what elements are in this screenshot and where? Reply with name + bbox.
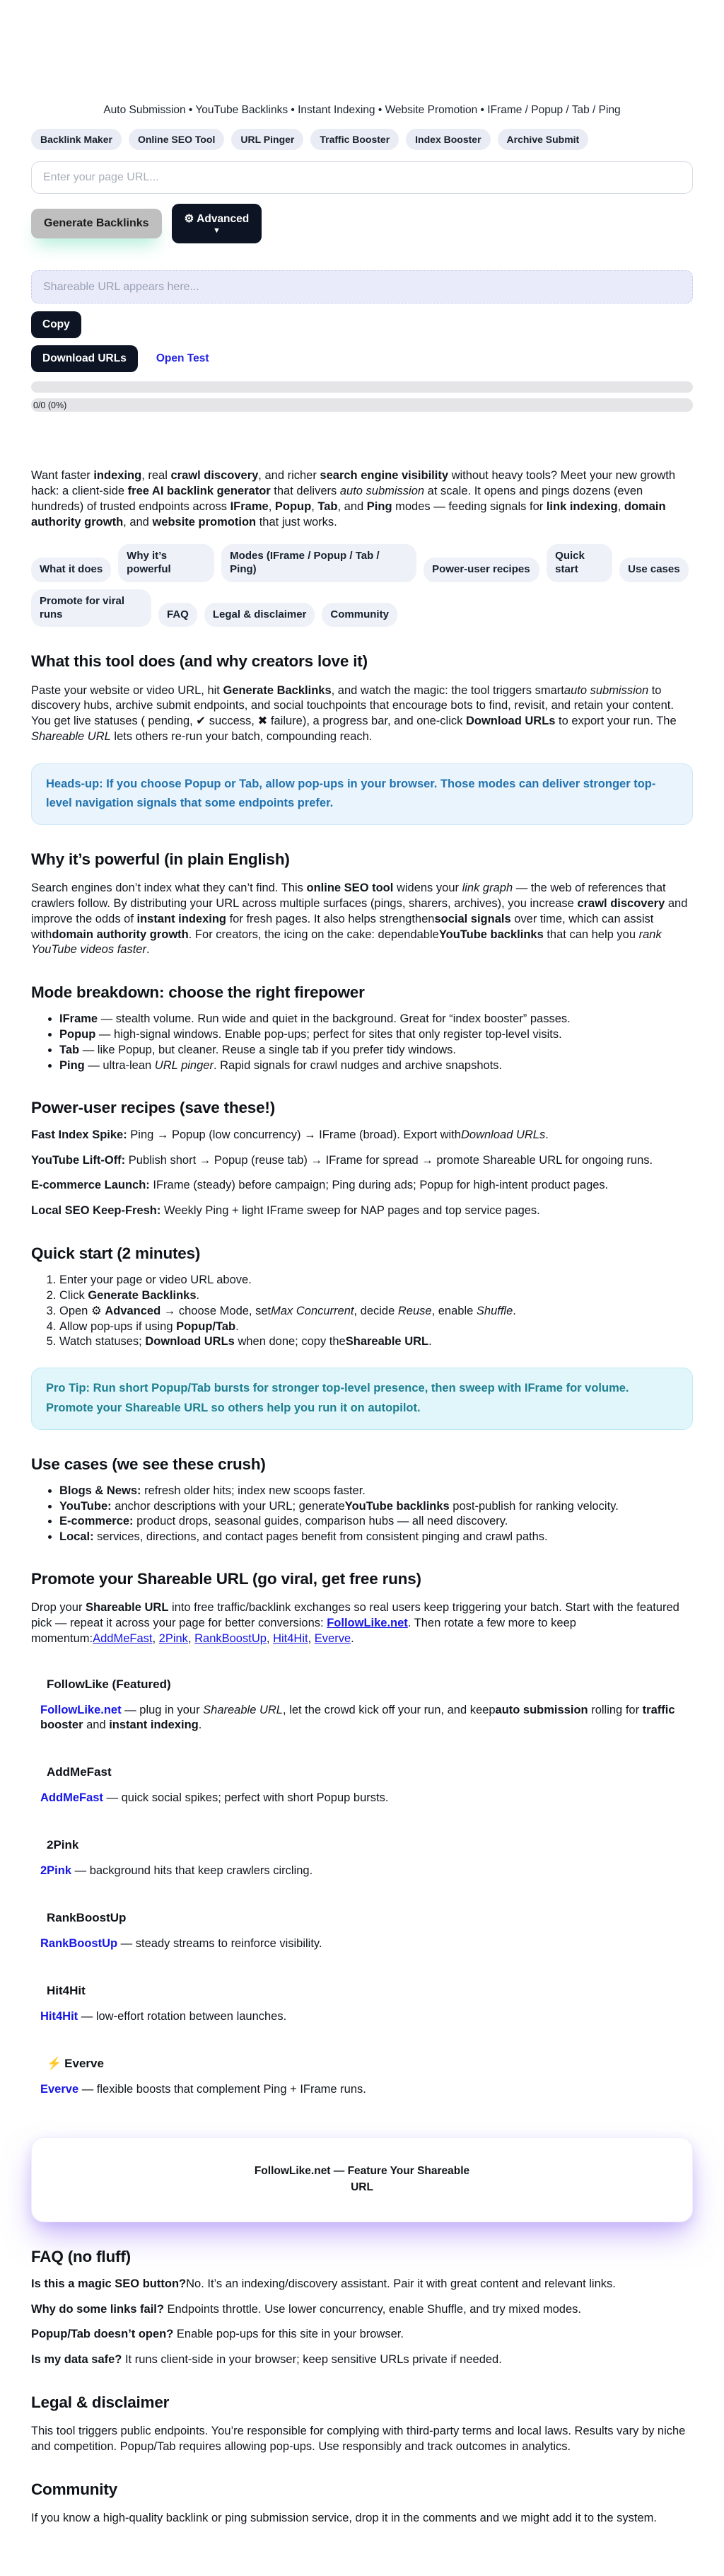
page-url-input[interactable] [31,161,693,194]
card-body-addmefast: AddMeFast — quick social spikes; perfect with short Popup bursts. [40,1791,389,1805]
mode-list [31,1012,693,1073]
faq-data-safe: Is my data safe? It runs client-side in your browser; keep sensitive URLs private if needed. [31,2353,502,2367]
page [16,0,708,2576]
inline-link[interactable]: AddMeFast [93,1631,153,1645]
chevron-down-icon: ▼ [212,226,221,236]
inline-link[interactable]: Hit4Hit [40,2009,78,2023]
use-case-blogs-news: • Blogs & News: refresh older hits; index new scoops faster. [59,1484,693,1498]
inline-link[interactable]: AddMeFast [40,1791,103,1805]
exchange-card-hit4hit [31,1975,693,2026]
exchange-card-2pink [31,1829,693,1881]
inline-link[interactable]: Everve [314,1631,351,1645]
card-title-hit4hit: Hit4Hit [47,1983,86,1997]
legal-paragraph: This tool triggers public endpoints. You’re responsible for complying with third-party terms and local laws. Results vary by niche and competition. Popup/Tab requires allowing pop-ups. Use responsibly and track outcomes in analytics. [31,2425,686,2453]
card-body-everve: Everve — flexible boosts that complement Ping + IFrame runs. [40,2082,366,2096]
inline-link[interactable]: FollowLike.net [40,1703,122,1716]
advanced-options-button[interactable] [172,204,262,243]
promote-paragraph: Drop your Shareable URL into free traffic/backlink exchanges so real users keep triggering your batch. Start with the featured pick — repeat it across your page for better conversions: FollowLike.net. Then rotate a few more to keep momentum:AddMeFast, 2Pink, RankBoostUp, Hit4Hit, Everve. [31,1601,679,1645]
use-case-local: • Local: services, directions, and contact pages benefit from consistent pinging and crawl paths. [59,1530,693,1544]
progress-bar [31,381,693,393]
why-powerful-paragraph: Search engines don’t index what they can’t find. This online SEO tool widens your link graph — the web of references that crawlers follow. By distributing your URL across multiple surfaces (pings, sharers, archives), you increase crawl discovery and improve the odds of instant indexing for fresh pages. It also helps strengthensocial signals over time, which can assist withdomain authority growth. For creators, the icing on the cake: dependableYouTube backlinks that can help you rank YouTube videos faster. [31,882,688,957]
quick-start-list [31,1273,693,1349]
card-body-followlike: FollowLike.net — plug in your Shareable URL, let the crowd kick off your run, and keepauto submission rolling for traffic booster and instant indexing. [40,1703,675,1732]
heads-up-callout: Heads-up: If you choose Popup or Tab, allow pop-ups in your browser. Those modes can deliver stronger top-level navigation signals that some endpoints prefer. [31,763,693,825]
open-test-link[interactable]: Open Test [156,352,209,365]
intro-paragraph: Want faster indexing, real crawl discovery, and richer search engine visibility without heavy tools? Meet your new growth hack: a client-side free AI backlink generator that delivers auto submission at scale. It opens and pings dozens (even hundreds) of trusted endpoints across IFrame, Popup, Tab, and Ping modes — feeding signals for link indexing, domain authority growth, and website promotion that just works. [31,469,676,529]
card-title-addmefast: AddMeFast [47,1765,112,1779]
toc-what-it-does[interactable]: What it does [31,558,111,582]
heading-legal: Legal & disclaimer [31,2393,170,2411]
quick-start-step-5: 5. Watch statuses; Download URLs when done; copy theShareable URL. [59,1335,693,1349]
inline-link[interactable]: RankBoostUp [40,1937,118,1951]
service-pill-traffic-booster: Traffic Booster [310,129,399,150]
mode-item-ping: • Ping — ultra-lean URL pinger. Rapid signals for crawl nudges and archive snapshots. [59,1059,693,1073]
heading-mode-breakdown: Mode breakdown: choose the right firepower [31,983,365,1002]
inline-link[interactable]: 2Pink [40,1864,72,1878]
pro-tip-callout: Pro Tip: Run short Popup/Tab bursts for stronger top-level presence, then sweep with IFrame for volume. Promote your Shareable URL so others help you run it on autopilot. [31,1368,693,1429]
what-it-does-paragraph: Paste your website or video URL, hit Generate Backlinks, and watch the magic: the tool triggers smartauto submission to discovery hubs, archive submit endpoints, and social touchpoints that encourage bots to find, revisit, and retain your content. You get live statuses ( pending, ✔ success, ✖ failure), a progress bar, and one-click Download URLs to export your run. The Shareable URL lets others re-run your batch, compounding reach. [31,683,677,743]
action-button-row [31,204,693,243]
toc-legal[interactable]: Legal & disclaimer [204,603,315,628]
copy-button[interactable]: Copy [31,311,81,338]
page-subtitle: Auto Submission • YouTube Backlinks • Instant Indexing • Website Promotion • IFrame / Popup / Tab / Ping [103,104,621,116]
recipe-ecommerce-launch: E-commerce Launch: IFrame (steady) before campaign; Ping during ads; Popup for high-intent product pages. [31,1179,609,1192]
table-of-contents [31,544,693,627]
recipe-local-seo: Local SEO Keep-Fresh: Weekly Ping + light IFrame sweep for NAP pages and top service pages. [31,1204,540,1218]
card-title-everve [47,2056,693,2072]
mode-item-iframe: • IFrame — stealth volume. Run wide and quiet in the background. Great for “index booster” passes. [59,1012,693,1027]
heading-faq: FAQ (no fluff) [31,2247,131,2265]
inline-link[interactable]: Everve [40,2082,79,2096]
toc-modes[interactable]: Modes (IFrame / Popup / Tab / Ping) [221,544,416,582]
service-pill-url-pinger: URL Pinger [231,129,303,150]
use-case-ecommerce: • E-commerce: product drops, seasonal guides, comparison hubs — all need discovery. [59,1515,693,1529]
use-case-youtube: • YouTube: anchor descriptions with your URL; generateYouTube backlinks post-publish for ranking velocity. [59,1500,693,1514]
service-pill-backlink-maker: Backlink Maker [31,129,122,150]
faq-popup-tab-open: Popup/Tab doesn’t open? Enable pop-ups for this site in your browser. [31,2328,404,2341]
heading-what-it-does: What this tool does (and why creators love it) [31,652,368,671]
heading-quick-start: Quick start (2 minutes) [31,1244,201,1262]
heading-why-powerful: Why it’s powerful (in plain English) [31,850,290,869]
heading-use-cases: Use cases (we see these crush) [31,1455,266,1473]
toc-faq[interactable]: FAQ [158,603,197,628]
heading-recipes: Power-user recipes (save these!) [31,1098,276,1116]
download-row [31,345,693,372]
shareable-url-output[interactable] [31,270,693,304]
inline-link[interactable]: FollowLike.net [327,1617,408,1630]
service-pill-online-seo-tool: Online SEO Tool [129,129,224,150]
card-title-2pink: 2Pink [47,1838,79,1852]
service-keyword-pills [16,129,708,150]
service-pill-index-booster: Index Booster [406,129,490,150]
lightning-icon: ⚡ [47,2056,62,2070]
card-title-followlike: FollowLike (Featured) [47,1677,171,1691]
inline-link[interactable]: RankBoostUp [194,1631,267,1645]
toc-why-powerful[interactable]: Why it’s powerful [118,544,214,582]
toc-promote-viral[interactable]: Promote for viral runs [31,589,151,628]
download-urls-button[interactable]: Download URLs [31,345,138,372]
card-body-2pink: 2Pink — background hits that keep crawlers circling. [40,1864,313,1878]
toc-use-cases[interactable]: Use cases [619,558,688,582]
toc-power-user-recipes[interactable]: Power-user recipes [424,558,539,582]
inline-link[interactable]: Hit4Hit [273,1631,308,1645]
community-paragraph: If you know a high-quality backlink or ping submission service, drop it in the comments and we might add it to the system. [31,2511,658,2524]
recipe-fast-index-spike: Fast Index Spike: Ping → Popup (low concurrency) → IFrame (broad). Export withDownload URLs. [31,1128,549,1141]
card-body-rankboostup: RankBoostUp — steady streams to reinforce visibility. [40,1937,322,1951]
article-content [16,468,708,2526]
heading-community: Community [31,2480,117,2498]
exchange-card-everve [31,2047,693,2099]
faq-magic-seo-button: Is this a magic SEO button?No. It’s an indexing/discovery assistant. Pair it with great content and relevant links. [31,2277,616,2290]
quick-start-step-2: 2. Click Generate Backlinks. [59,1289,693,1303]
card-body-hit4hit: Hit4Hit — low-effort rotation between launches. [40,2009,287,2023]
followlike-feature-banner[interactable] [31,2137,693,2222]
exchange-card-followlike [31,1668,693,1735]
generate-backlinks-button[interactable]: Generate Backlinks [31,209,162,238]
quick-start-step-4: 4. Allow pop-ups if using Popup/Tab. [59,1320,693,1334]
card-title-everve-label: Everve [64,2056,104,2070]
quick-start-step-1: 1. Enter your page or video URL above. [59,1273,693,1288]
recipe-youtube-lift-off: YouTube Lift-Off: Publish short → Popup (reuse tab) → IFrame for spread → promote Shareable URL for ongoing runs. [31,1153,653,1167]
progress-stats: 0/0 (0%) [31,398,693,412]
mode-item-tab: • Tab — like Popup, but cleaner. Reuse a single tab if you prefer tidy windows. [59,1044,693,1058]
card-title-rankboostup: RankBoostUp [47,1910,127,1924]
service-pill-archive-submit: Archive Submit [498,129,589,150]
quick-start-step-3: 3. Open ⚙ Advanced → choose Mode, setMax Concurrent, decide Reuse, enable Shuffle. [59,1305,693,1319]
use-case-list [31,1484,693,1544]
banner-text: FollowLike.net — Feature Your Shareable URL [254,2165,470,2193]
exchange-card-addmefast [31,1756,693,1808]
exchange-card-rankboostup [31,1902,693,1953]
tool-panel [16,161,708,412]
inline-link[interactable]: 2Pink [158,1631,188,1645]
mode-item-popup: • Popup — high-signal windows. Enable pop-ups; perfect for sites that only register top-level visits. [59,1028,693,1042]
heading-promote: Promote your Shareable URL (go viral, get free runs) [31,1570,421,1588]
toc-community[interactable]: Community [322,603,397,628]
faq-links-fail: Why do some links fail? Endpoints throttle. Use lower concurrency, enable Shuffle, and try mixed modes. [31,2302,581,2316]
toc-quick-start[interactable]: Quick start [547,544,612,582]
advanced-label: ⚙ Advanced [184,213,250,226]
